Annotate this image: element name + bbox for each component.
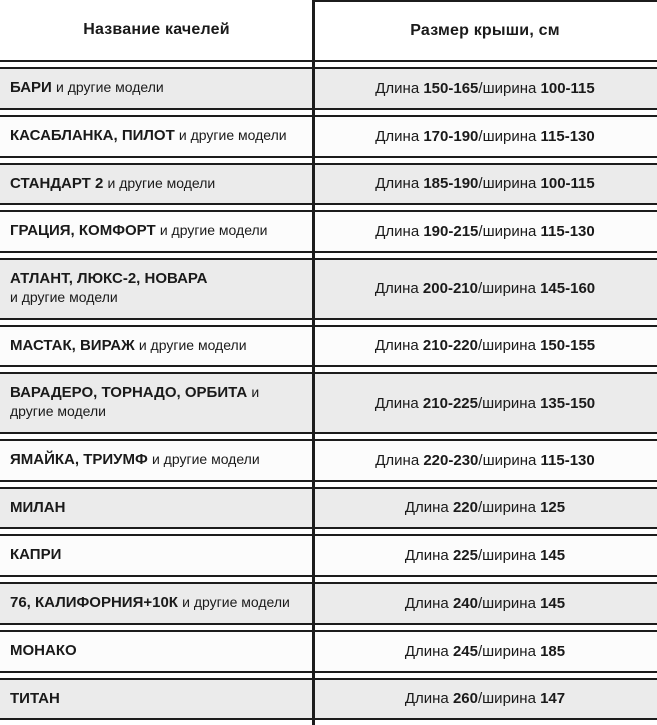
swing-model-names: КАСАБЛАНКА, ПИЛОТ (10, 126, 175, 144)
swing-model-names: ТИТАН (10, 689, 60, 707)
header-row (0, 0, 657, 62)
roof-size-cell (313, 487, 657, 530)
roof-size-cell (313, 534, 657, 577)
table-row (0, 678, 657, 721)
swing-model-names: ГРАЦИЯ, КОМФОРТ (10, 222, 156, 240)
width-value: 135-150 (540, 394, 596, 412)
swing-model-names: СТАНДАРТ 2 (10, 174, 104, 192)
swing-model-names: 76, КАЛИФОРНИЯ+10К (10, 594, 178, 611)
length-label: Длина (374, 394, 419, 412)
table-row (0, 258, 657, 320)
col-header-swing-name: Название качелей (0, 0, 313, 62)
length-label: Длина (375, 223, 420, 241)
width-label: /ширина (478, 223, 537, 241)
column-divider-line (312, 0, 315, 725)
width-value: 145-160 (540, 280, 596, 298)
swing-model-names: ВАРАДЕРО, ТОРНАДО, ОРБИТА (10, 384, 248, 402)
length-label: Длина (374, 280, 419, 298)
table-row (0, 487, 657, 530)
length-label: Длина (375, 175, 420, 193)
width-label: /ширина (478, 127, 537, 145)
swing-suffix: и другие модели (151, 450, 260, 467)
swing-name-cell (0, 325, 313, 368)
swing-name-cell (0, 258, 313, 320)
length-value: 220-230 (423, 451, 479, 469)
swing-name-cell (0, 630, 313, 673)
swing-suffix: и другие модели (159, 222, 268, 239)
width-label: /ширина (477, 594, 536, 612)
width-label: /ширина (477, 499, 536, 517)
swing-name-cell (0, 534, 313, 577)
width-value: 185 (540, 642, 566, 660)
length-value: 225 (452, 547, 478, 565)
swing-name-cell (0, 678, 313, 721)
swing-suffix: и другие модели (107, 174, 216, 191)
width-value: 100-115 (540, 175, 595, 193)
roof-size-cell (313, 210, 657, 253)
length-label: Длина (375, 127, 420, 145)
width-label: /ширина (477, 690, 536, 708)
width-value: 115-130 (540, 127, 595, 145)
length-label: Длина (404, 594, 449, 612)
swing-suffix: и другие модели (10, 384, 260, 419)
roof-size-cell (313, 630, 657, 673)
length-label: Длина (375, 79, 420, 97)
swing-model-names: МАСТАК, ВИРАЖ (10, 336, 135, 354)
length-value: 150-165 (423, 79, 479, 97)
width-label: /ширина (477, 547, 536, 565)
length-value: 260 (452, 690, 478, 708)
length-value: 220 (452, 499, 478, 517)
width-value: 150-155 (540, 337, 596, 355)
swing-name-cell (0, 372, 313, 434)
length-label: Длина (404, 547, 449, 565)
swing-suffix: и другие модели (56, 79, 164, 95)
col-header-roof-size: Размер крыши, см (313, 0, 657, 62)
table-row (0, 630, 657, 673)
table-row (0, 163, 657, 206)
roof-size-cell (313, 258, 657, 320)
length-label: Длина (375, 451, 420, 469)
width-label: /ширина (478, 451, 537, 469)
table-row (0, 372, 657, 434)
length-value: 170-190 (423, 127, 479, 145)
swing-model-names: МИЛАН (10, 498, 66, 516)
length-value: 240 (452, 594, 478, 612)
length-label: Длина (404, 642, 449, 660)
length-label: Длина (404, 499, 449, 517)
length-value: 210-220 (422, 337, 478, 355)
roof-size-cell (313, 372, 657, 434)
table-row (0, 115, 657, 158)
length-value: 210-225 (422, 394, 478, 412)
table-row (0, 67, 657, 110)
length-value: 185-190 (423, 175, 479, 193)
swing-name-cell (0, 115, 313, 158)
width-value: 145 (540, 547, 566, 565)
swing-name-cell (0, 487, 313, 530)
roof-size-cell (313, 678, 657, 721)
width-value: 147 (540, 690, 566, 708)
swing-model-names: МОНАКО (10, 641, 77, 659)
width-label: /ширина (478, 175, 537, 193)
roof-size-cell (313, 325, 657, 368)
roof-size-cell (313, 163, 657, 206)
swing-name-cell (0, 582, 313, 625)
width-label: /ширина (477, 642, 536, 660)
swing-model-names: БАРИ (10, 79, 52, 96)
roof-size-cell (313, 582, 657, 625)
length-value: 190-215 (423, 223, 479, 241)
width-label: /ширина (477, 337, 536, 355)
swing-model-names: АТЛАНТ, ЛЮКС-2, НОВАРА (10, 270, 208, 287)
width-value: 125 (540, 499, 566, 517)
swing-suffix: и другие модели (182, 594, 290, 610)
width-label: /ширина (477, 394, 536, 412)
width-value: 115-130 (540, 223, 595, 241)
length-label: Длина (374, 337, 419, 355)
width-value: 100-115 (540, 79, 595, 97)
table-row (0, 582, 657, 625)
length-value: 245 (452, 642, 478, 660)
table-row (0, 534, 657, 577)
roof-size-cell (313, 115, 657, 158)
length-label: Длина (404, 690, 449, 708)
swing-suffix: и другие модели (10, 288, 118, 305)
roof-size-cell (313, 439, 657, 482)
roof-size-cell (313, 67, 657, 110)
table-row (0, 325, 657, 368)
swing-suffix: и другие модели (138, 336, 247, 353)
swing-name-cell (0, 67, 313, 110)
width-label: /ширина (477, 280, 536, 298)
swing-name-cell (0, 439, 313, 482)
swing-name-cell (0, 210, 313, 253)
swing-model-names: ЯМАЙКА, ТРИУМФ (10, 450, 148, 468)
swing-name-cell (0, 163, 313, 206)
width-value: 145 (540, 594, 566, 612)
table-row (0, 210, 657, 253)
width-label: /ширина (478, 79, 537, 97)
length-value: 200-210 (422, 280, 478, 298)
swing-model-names: КАПРИ (10, 546, 62, 564)
swing-suffix: и другие модели (178, 126, 287, 143)
width-value: 115-130 (540, 451, 595, 469)
table-row (0, 439, 657, 482)
